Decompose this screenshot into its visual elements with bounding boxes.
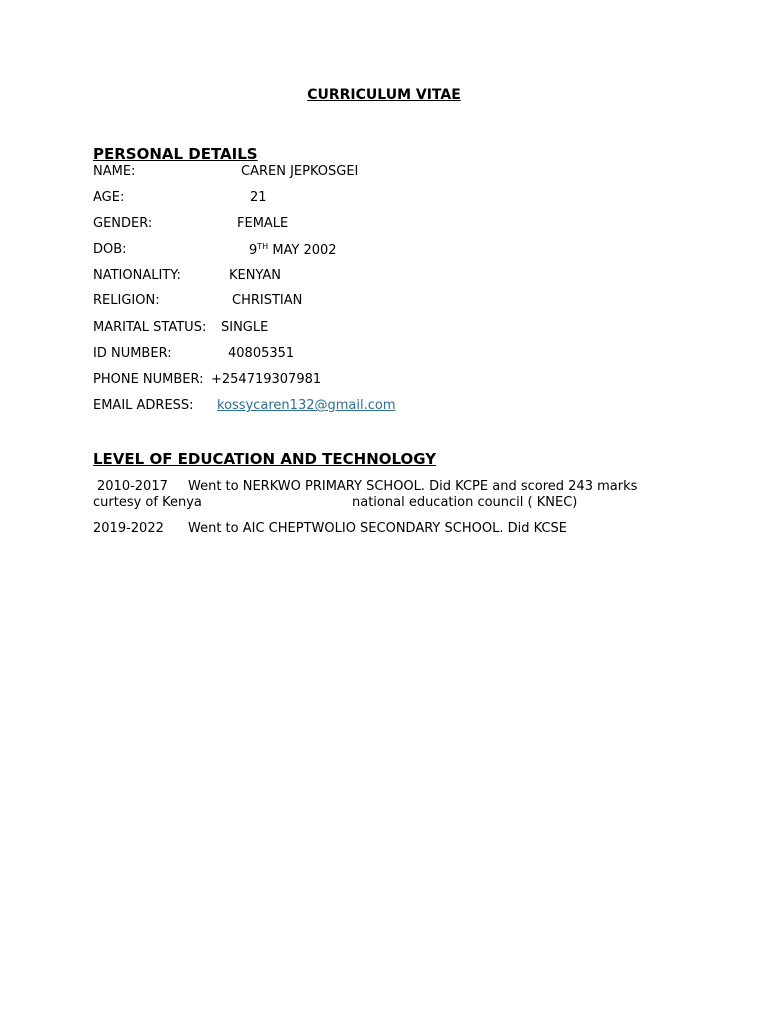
field-nationality-value: KENYAN (229, 268, 282, 283)
dob-day: 9 (249, 243, 258, 258)
field-marital-status-label: MARITAL STATUS: (93, 320, 207, 335)
field-religion-value: CHRISTIAN (232, 293, 303, 308)
field-name-label: NAME: (93, 164, 136, 179)
field-dob-label: DOB: (93, 242, 127, 257)
field-email-label: EMAIL ADRESS: (93, 398, 194, 413)
education-entry-2-years: 2019-2022 (93, 521, 164, 536)
field-id-number-label: ID NUMBER: (93, 346, 172, 361)
education-heading: LEVEL OF EDUCATION AND TECHNOLOGY (93, 450, 437, 468)
field-age-label: AGE: (93, 190, 125, 205)
dob-ordinal: TH (257, 242, 269, 251)
education-entry-1-text: Went to NERKWO PRIMARY SCHOOL. Did KCPE and scored 243 marks (188, 479, 638, 494)
field-gender-value: FEMALE (237, 216, 289, 231)
field-name-value: CAREN JEPKOSGEI (241, 164, 359, 179)
field-gender-label: GENDER: (93, 216, 153, 231)
education-entry-2-text: Went to AIC CHEPTWOLIO SECONDARY SCHOOL. Did KCSE (188, 521, 567, 536)
field-nationality-label: NATIONALITY: (93, 268, 181, 283)
field-dob-value (249, 242, 337, 258)
email-link[interactable]: kossycaren132@gmail.com (217, 398, 396, 413)
education-entry-1-line2a: curtesy of Kenya (93, 495, 202, 510)
field-religion-label: RELIGION: (93, 293, 160, 308)
document-title: CURRICULUM VITAE (307, 87, 461, 103)
personal-details-heading: PERSONAL DETAILS (93, 145, 258, 163)
education-entry-1-line2b: national education council ( KNEC) (352, 495, 578, 510)
field-id-number-value: 40805351 (228, 346, 295, 361)
field-marital-status-value: SINGLE (221, 320, 269, 335)
field-phone-number-label: PHONE NUMBER: (93, 372, 204, 387)
field-phone-number-value: +254719307981 (211, 372, 322, 387)
education-entry-1-years: 2010-2017 (97, 479, 168, 494)
dob-month-year: MAY 2002 (268, 243, 337, 258)
field-age-value: 21 (250, 190, 267, 205)
